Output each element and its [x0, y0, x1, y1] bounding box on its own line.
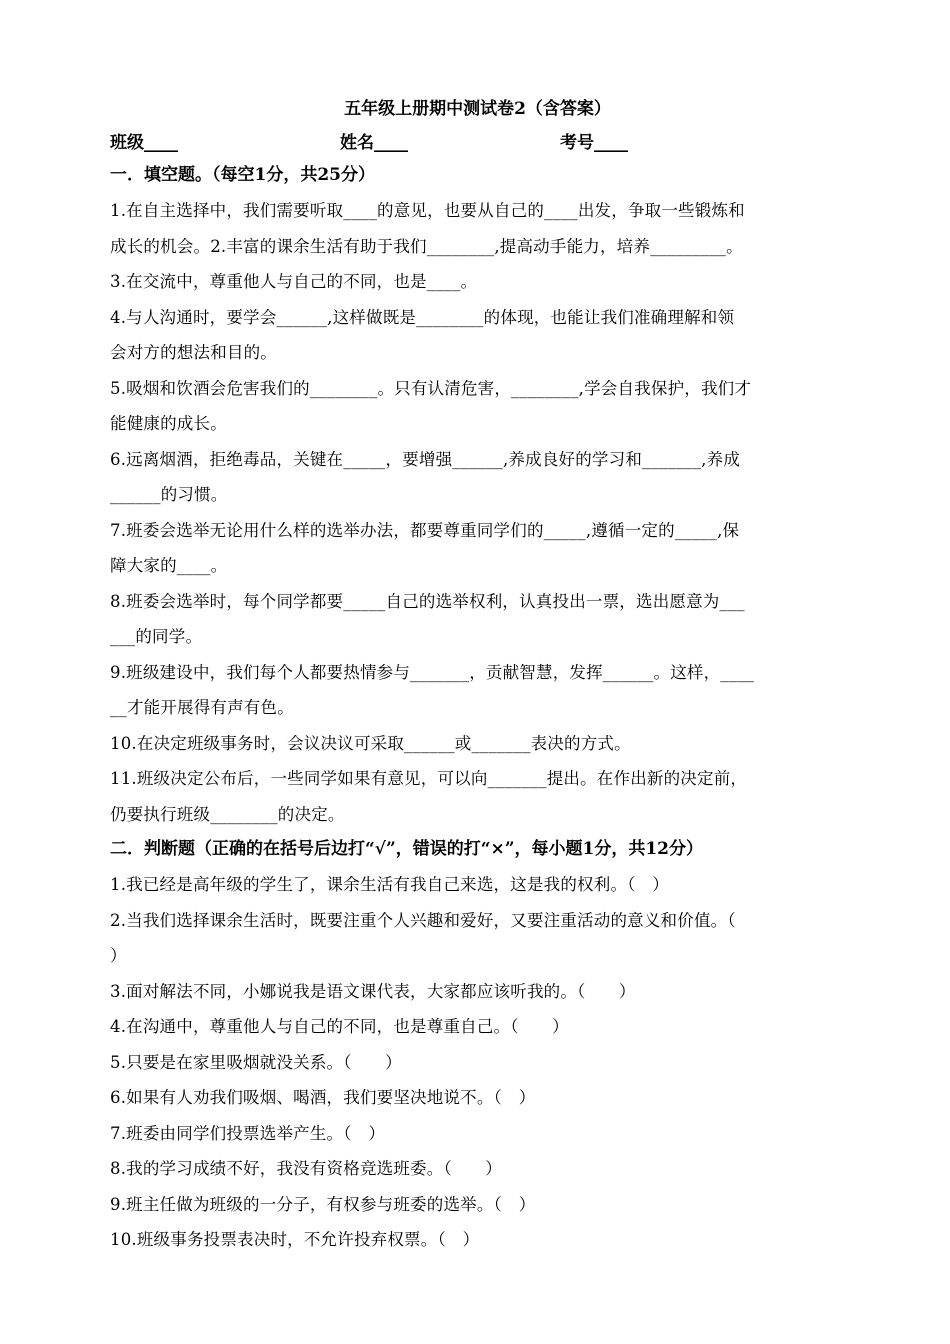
exam-number-field: 考号____ [560, 133, 628, 153]
class-field: 班级____ [110, 133, 178, 153]
section-fill-blank [110, 193, 845, 832]
question-line: 障大家的____。 [110, 556, 228, 575]
name-field: 姓名____ [340, 133, 408, 153]
question-line: 2.当我们选择课余生活时，既要注重个人兴趣和爱好，又要注重活动的意义和价值。（ [110, 910, 736, 930]
question-line: __才能开展得有声有色。 [110, 698, 294, 717]
question-line: 会对方的想法和目的。 [110, 343, 277, 362]
exam-page [110, 96, 845, 1258]
question-line: 8.我的学习成绩不好，我没有资格竞选班委。（ ） [110, 1159, 502, 1178]
question-line: 4.与人沟通时，要学会______,这样做既是________的体现，也能让我们准确理解和领 [110, 307, 735, 327]
question-line: 仍要执行班级________的决定。 [110, 804, 345, 824]
question-line: 3.面对解法不同，小娜说我是语文课代表，大家都应该听我的。（ ） [110, 981, 636, 1001]
question-line: 10.班级事务投票表决时，不允许投弃权票。（ ） [110, 1230, 480, 1249]
question-line: 11.班级决定公布后，一些同学如果有意见，可以向_______提出。在作出新的决定前， [110, 769, 748, 788]
question-line: 8.班委会选举时，每个同学都要_____自己的选举权利，认真投出一票，选出愿意为___ [110, 591, 745, 611]
question-line: ______的习惯。 [110, 485, 228, 504]
question-line: 10.在决定班级事务时，会议决议可采取______或_______表决的方式。 [110, 733, 631, 753]
question-line: 5.吸烟和饮酒会危害我们的________。只有认清危害，________,学会自我保护，我们才 [110, 378, 752, 398]
section-true-false [110, 867, 845, 1258]
question-line: 5.只要是在家里吸烟就没关系。（ ） [110, 1052, 402, 1072]
section-fill-blank-heading: 一．填空题。（每空1分，共25分） [110, 165, 375, 185]
question-line: 4.在沟通中，尊重他人与自己的不同，也是尊重自己。（ ） [110, 1017, 569, 1036]
question-line: 7.班委会选举无论用什么样的选举办法，都要尊重同学们的_____,遵循一定的_____,保 [110, 520, 740, 540]
question-line: 3.在交流中，尊重他人与自己的不同，也是____。 [110, 272, 478, 291]
question-line: ___的同学。 [110, 627, 203, 646]
question-line: 9.班主任做为班级的一分子，有权参与班委的选举。（ ） [110, 1194, 536, 1214]
question-line: 1.在自主选择中，我们需要听取____的意见，也要从自己的____出发，争取一些锻炼和 [110, 201, 745, 220]
section-true-false-heading: 二．判断题（正确的在括号后边打“√”，错误的打“×”，每小题1分，共12分） [110, 839, 704, 859]
question-line: 9.班级建设中，我们每个人都要热情参与_______，贡献智慧，发挥______。这样，____ [110, 662, 755, 682]
question-line: 7.班委由同学们投票选举产生。（ ） [110, 1123, 386, 1143]
page-title: 五年级上册期中测试卷2（含答案） [344, 99, 611, 119]
student-info-row [110, 128, 845, 158]
question-line: 6.远离烟酒，拒绝毒品，关键在_____，要增强______,养成良好的学习和_______,养成 [110, 449, 741, 469]
question-line: 1.我已经是高年级的学生了，课余生活有我自己来选，这是我的权利。（ ） [110, 875, 669, 894]
question-line: 6.如果有人劝我们吸烟、喝酒，我们要坚决地说不。（ ） [110, 1088, 536, 1107]
question-line: 能健康的成长。 [110, 414, 227, 433]
question-line: ） [110, 946, 127, 965]
question-line: 成长的机会。2.丰富的课余生活有助于我们________,提高动手能力，培养_________。 [110, 236, 743, 256]
